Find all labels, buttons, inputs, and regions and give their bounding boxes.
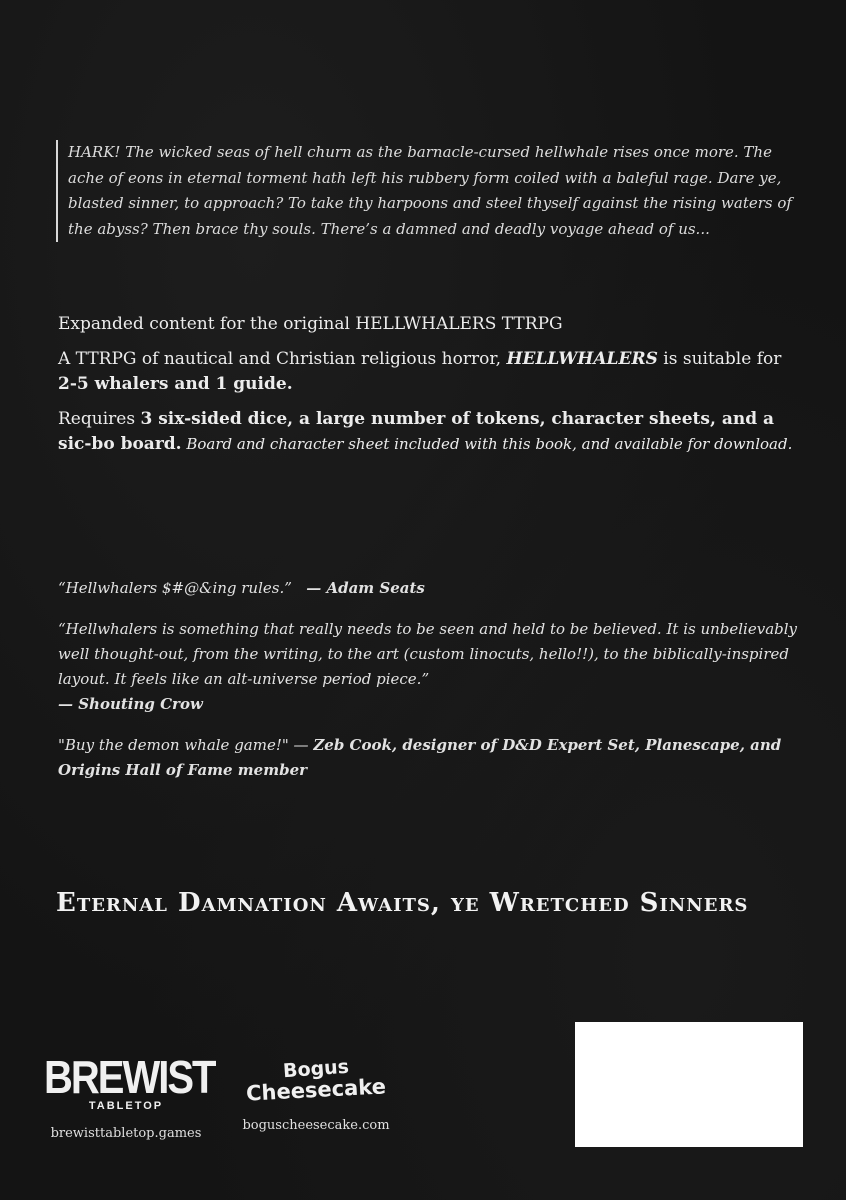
player-count: 2-5 whalers and 1 guide. bbox=[58, 374, 293, 394]
testimonial-2: “Hellwhalers is something that really needs to be seen and held to be believed. It is unbelievably well thought-out, from the writing, to the art (custom linocuts, hello!!), to the biblically-inspired layout. It feels like an alt-universe period piece.” — Shouting Crow bbox=[58, 620, 798, 713]
barcode-area bbox=[575, 1022, 803, 1147]
tagline: Eternal Damnation Awaits, ye Wretched Sinners bbox=[56, 888, 749, 918]
testimonials bbox=[58, 576, 798, 799]
brewist-subtitle: TABLETOP bbox=[88, 1100, 164, 1112]
bogus-cheesecake-logo bbox=[236, 1055, 396, 1133]
brewist-wordmark: BREWIST bbox=[44, 1052, 215, 1104]
testimonial-1-author: — Adam Seats bbox=[306, 579, 425, 597]
brewist-logo bbox=[44, 1052, 215, 1141]
expanded-content-line: Expanded content for the original HELLWHALERS TTRPG bbox=[58, 314, 563, 334]
bogus-wordmark-top: Bogus bbox=[282, 1055, 350, 1083]
brewist-url: brewisttabletop.games bbox=[50, 1126, 202, 1141]
game-info bbox=[58, 312, 798, 467]
intro-blurb bbox=[56, 140, 808, 242]
included-note: Board and character sheet included with this book, and available for download. bbox=[181, 435, 793, 453]
testimonial-2-author: — Shouting Crow bbox=[58, 695, 203, 713]
bogus-wordmark-bottom: Cheesecake bbox=[245, 1074, 387, 1106]
testimonial-3-author: Zeb Cook, designer of D&D Expert Set, Planescape, and Origins Hall of Fame member bbox=[58, 736, 782, 779]
intro-text: HARK! The wicked seas of hell churn as the barnacle-cursed hellwhale rises once more. The ache of eons in eternal torment hath left his rubbery form coiled with a baleful rage. Dare ye, blasted sinner, to approach? To take thy harpoons and steel thyself against the rising waters of the abyss? Then brace thy souls. There’s a damned and deadly voyage ahead of us... bbox=[68, 143, 792, 238]
description-paragraph: A TTRPG of nautical and Christian religious horror, HELLWHALERS is suitable for 2-5 whalers and 1 guide. bbox=[58, 349, 782, 394]
requirements-list: 3 six-sided dice, a large number of tokens, character sheets, and a sic-bo board. bbox=[58, 409, 775, 454]
testimonial-1: “Hellwhalers $#@&ing rules.” — Adam Seats bbox=[58, 579, 425, 597]
requirements-paragraph: Requires 3 six-sided dice, a large number of tokens, character sheets, and a sic-bo board. Board and character sheet included with this book, and available for download. bbox=[58, 409, 793, 454]
testimonial-3: "Buy the demon whale game!" — Zeb Cook, designer of D&D Expert Set, Planescape, and Origins Hall of Fame member bbox=[58, 736, 782, 779]
bogus-url: boguscheesecake.com bbox=[242, 1118, 390, 1133]
game-title: HELLWHALERS bbox=[506, 349, 658, 369]
